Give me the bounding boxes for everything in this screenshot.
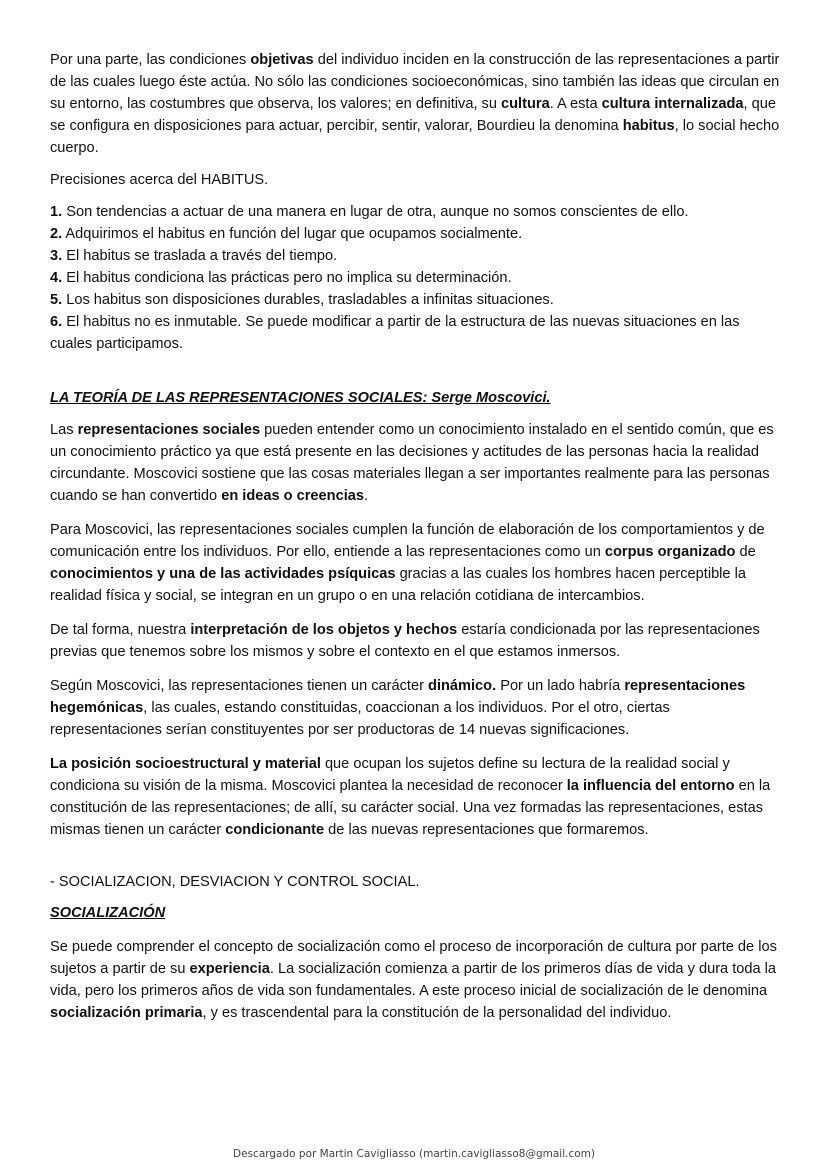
habitus-title: Precisiones acerca del HABITUS. (50, 172, 269, 188)
text: De tal forma, nuestra (50, 622, 191, 638)
bold-text: experiencia (189, 961, 270, 977)
list-item (50, 223, 780, 245)
text: del individuo inciden en la construcción de las representaciones a partir de las cuales luego éste actúa. No sólo las condiciones socioeconómicas, sino también las ideas que circulan en su entorno, las costumbres que observa, los valores; en definitiva, su (50, 52, 780, 112)
bold-text: representaciones sociales (77, 422, 261, 438)
moscovici-paragraph-5 (50, 753, 780, 841)
moscovici-paragraph-3 (50, 619, 780, 663)
moscovici-paragraph-2 (50, 519, 780, 607)
bold-text: cultura (501, 96, 550, 112)
socializacion-heading: SOCIALIZACIÓN (50, 905, 166, 921)
list-item (50, 289, 780, 311)
text: . La socialización comienza a partir de los primeros días de vida y dura toda la vida, pero los primeros años de vida son fundamentales. A este proceso inicial de socialización de le denomina (50, 961, 777, 999)
bold-text: interpretación de los objetos y hechos (190, 622, 458, 638)
text: Según Moscovici, las representaciones tienen un carácter (50, 678, 429, 694)
moscovici-paragraph-1 (50, 419, 780, 507)
item-number: 1. (50, 204, 63, 220)
bold-text: cultura internalizada (601, 96, 744, 112)
text: de (735, 544, 756, 560)
item-text: Son tendencias a actuar de una manera en lugar de otra, aunque no somos conscientes de ello. (62, 204, 689, 220)
item-number: 6. (50, 314, 63, 330)
text: que ocupan los sujetos define su lectura de la realidad social y condiciona su visión de la misma. Moscovici plantea la necesidad de reconocer (50, 756, 730, 794)
section-title: - SOCIALIZACION, DESVIACION Y CONTROL SOCIAL. (50, 874, 420, 890)
text: , que se configura en disposiciones para actuar, percibir, sentir, valorar, Bourdieu la denomina (50, 96, 777, 134)
bold-text: socialización primaria (50, 1005, 203, 1021)
text: estaría condicionada por las representaciones previas que tenemos sobre los mismos y sobre el contexto en el que estamos inmersos. (50, 622, 760, 660)
download-footer: Descargado por Martin Cavigliasso (martin.cavigliasso8@gmail.com) (233, 1148, 595, 1160)
bold-text: representaciones hegemónicas (50, 678, 746, 716)
text: Por un lado habría (496, 678, 625, 694)
socializacion-paragraph (50, 936, 780, 1024)
text: pueden entender como un conocimiento instalado en el sentido común, que es un conocimiento práctico ya que está presente en las decisiones y actitudes de las personas hacia la realidad circundante. Moscovici sostiene que las cosas materiales llegan a ser importantes realmente para las personas cuando se han convertido (50, 422, 774, 504)
text: de las nuevas representaciones que formaremos. (324, 822, 649, 838)
list-item (50, 201, 780, 223)
intro-paragraph (50, 49, 780, 159)
item-text: Adquirimos el habitus en función del lugar que ocupamos socialmente. (62, 226, 523, 242)
moscovici-heading: LA TEORÍA DE LAS REPRESENTACIONES SOCIALES: Serge Moscovici. (50, 390, 551, 406)
text: . (363, 488, 369, 504)
item-text: El habitus condiciona las prácticas pero no implica su determinación. (62, 270, 512, 286)
bold-text: La posición socioestructural y material (50, 756, 321, 772)
text: , las cuales, estando constituidas, coaccionan a los individuos. Por el otro, ciertas representaciones serían constituyentes por ser productoras de 14 nuevas significaciones. (50, 700, 670, 738)
bold-text: objetivas (250, 52, 314, 68)
bold-text: habitus (622, 118, 675, 134)
habitus-list (50, 201, 780, 355)
text: . A esta (549, 96, 602, 112)
bold-text: condicionante (225, 822, 325, 838)
text: Por una parte, las condiciones (50, 52, 251, 68)
bold-text: la influencia del entorno (566, 778, 735, 794)
item-number: 5. (50, 292, 63, 308)
list-item (50, 245, 780, 267)
bold-text: corpus organizado (604, 544, 736, 560)
item-text: Los habitus son disposiciones durables, trasladables a infinitas situaciones. (62, 292, 554, 308)
moscovici-paragraph-4 (50, 675, 780, 741)
text: , y es trascendental para la constitución de la personalidad del individuo. (202, 1005, 672, 1021)
bold-text: en ideas o creencias (221, 488, 364, 504)
list-item (50, 267, 780, 289)
list-item (50, 311, 780, 355)
document-page (50, 49, 780, 1024)
text: en la constitución de las representaciones; de allí, su carácter social. Una vez formadas las representaciones, estas mismas tienen un carácter (50, 778, 771, 838)
bold-text: conocimientos y una de las actividades psíquicas (50, 566, 396, 582)
text: Se puede comprender el concepto de socialización como el proceso de incorporación de cultura por parte de los sujetos a partir de su (50, 939, 777, 977)
item-number: 2. (50, 226, 63, 242)
text: , lo social hecho cuerpo. (50, 118, 780, 156)
text: Las (50, 422, 78, 438)
item-number: 3. (50, 248, 63, 264)
bold-text: dinámico. (428, 678, 497, 694)
text: Para Moscovici, las representaciones sociales cumplen la función de elaboración de los comportamientos y de comunicación entre los individuos. Por ello, entiende a las representaciones como un (50, 522, 765, 560)
text: gracias a las cuales los hombres hacen perceptible la realidad física y social, se integran en un grupo o en una relación cotidiana de intercambios. (50, 566, 746, 604)
item-number: 4. (50, 270, 63, 286)
item-text: El habitus no es inmutable. Se puede modificar a partir de la estructura de las nuevas situaciones en las cuales participamos. (50, 314, 740, 352)
item-text: El habitus se traslada a través del tiempo. (62, 248, 338, 264)
